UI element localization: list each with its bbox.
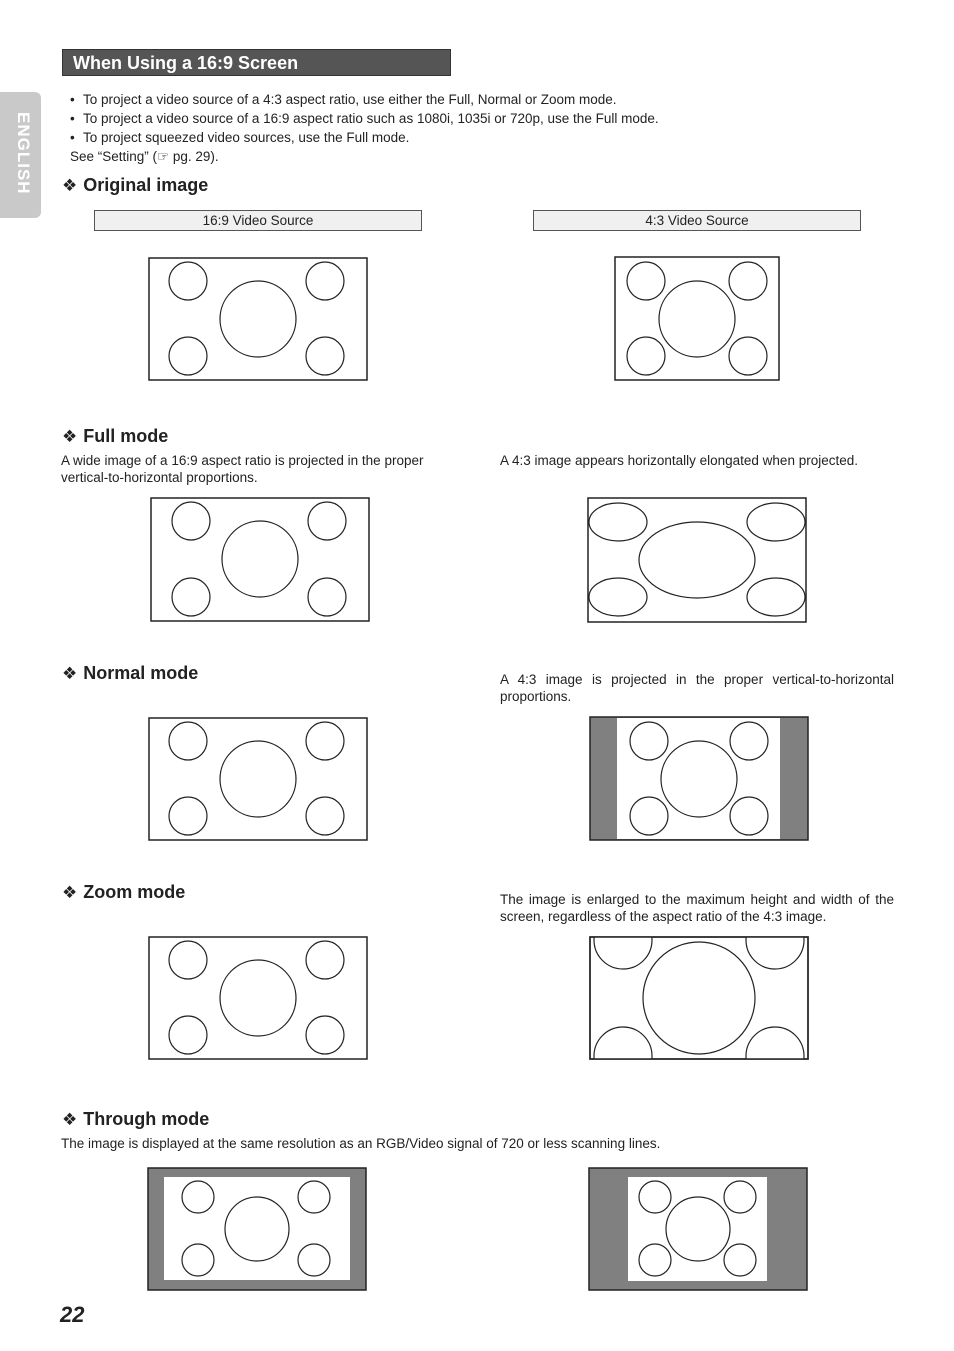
zoom-mode-43-diagram [589, 936, 809, 1060]
diamond-icon: ❖ [62, 883, 78, 902]
section-header: When Using a 16:9 Screen [62, 49, 451, 76]
original-image-heading [62, 175, 208, 196]
full-mode-heading [62, 426, 168, 447]
bullet-item: • To project a video source of a 16:9 aspect ratio such as 1080i, 1035i or 720p, use the Full mode. [70, 109, 830, 128]
original-image-title: Original image [83, 175, 209, 195]
through-mode-43-diagram [588, 1167, 808, 1291]
full-mode-desc-right: A 4:3 image appears horizontally elongated when projected. [500, 453, 858, 468]
normal-mode-heading [62, 663, 198, 684]
zoom-mode-title: Zoom mode [83, 882, 186, 902]
normal-mode-169-diagram [148, 717, 368, 841]
through-mode-title: Through mode [83, 1109, 210, 1129]
normal-mode-title: Normal mode [83, 663, 199, 683]
diamond-icon: ❖ [62, 427, 78, 446]
zoom-mode-desc-right: The image is enlarged to the maximum height and width of the screen, regardless of the aspect ratio of the 4:3 image. [500, 892, 894, 924]
page-number: 22 [60, 1302, 85, 1327]
through-mode-heading [62, 1109, 209, 1130]
full-mode-169-diagram [150, 497, 370, 622]
intro-bullets [70, 90, 830, 166]
diamond-icon: ❖ [62, 1110, 78, 1129]
through-mode-desc: The image is displayed at the same resolution as an RGB/Video signal of 720 or less scanning lines. [61, 1136, 661, 1151]
diamond-icon: ❖ [62, 664, 78, 683]
zoom-mode-heading [62, 882, 185, 903]
source-169-label: 16:9 Video Source [94, 210, 422, 231]
normal-mode-43-diagram [589, 716, 809, 841]
zoom-mode-169-diagram [148, 936, 368, 1060]
normal-mode-desc-right: A 4:3 image is projected in the proper vertical-to-horizontal proportions. [500, 672, 894, 704]
bullet-item: • To project a video source of a 4:3 aspect ratio, use either the Full, Normal or Zoom mode. [70, 90, 830, 109]
diamond-icon: ❖ [62, 176, 78, 195]
see-setting-reference: See “Setting” (☞ pg. 29). [70, 149, 219, 164]
source-43-label: 4:3 Video Source [533, 210, 861, 231]
bullet-item: • To project squeezed video sources, use the Full mode. [70, 128, 830, 147]
original-169-diagram [148, 257, 368, 381]
through-mode-169-diagram [147, 1167, 367, 1291]
original-43-diagram [614, 256, 780, 381]
full-mode-desc-left: A wide image of a 16:9 aspect ratio is projected in the proper vertical-to-horizontal proportions. [61, 453, 424, 485]
full-mode-43-diagram [587, 497, 807, 623]
language-tab-label: ENGLISH [14, 112, 33, 195]
full-mode-title: Full mode [83, 426, 169, 446]
